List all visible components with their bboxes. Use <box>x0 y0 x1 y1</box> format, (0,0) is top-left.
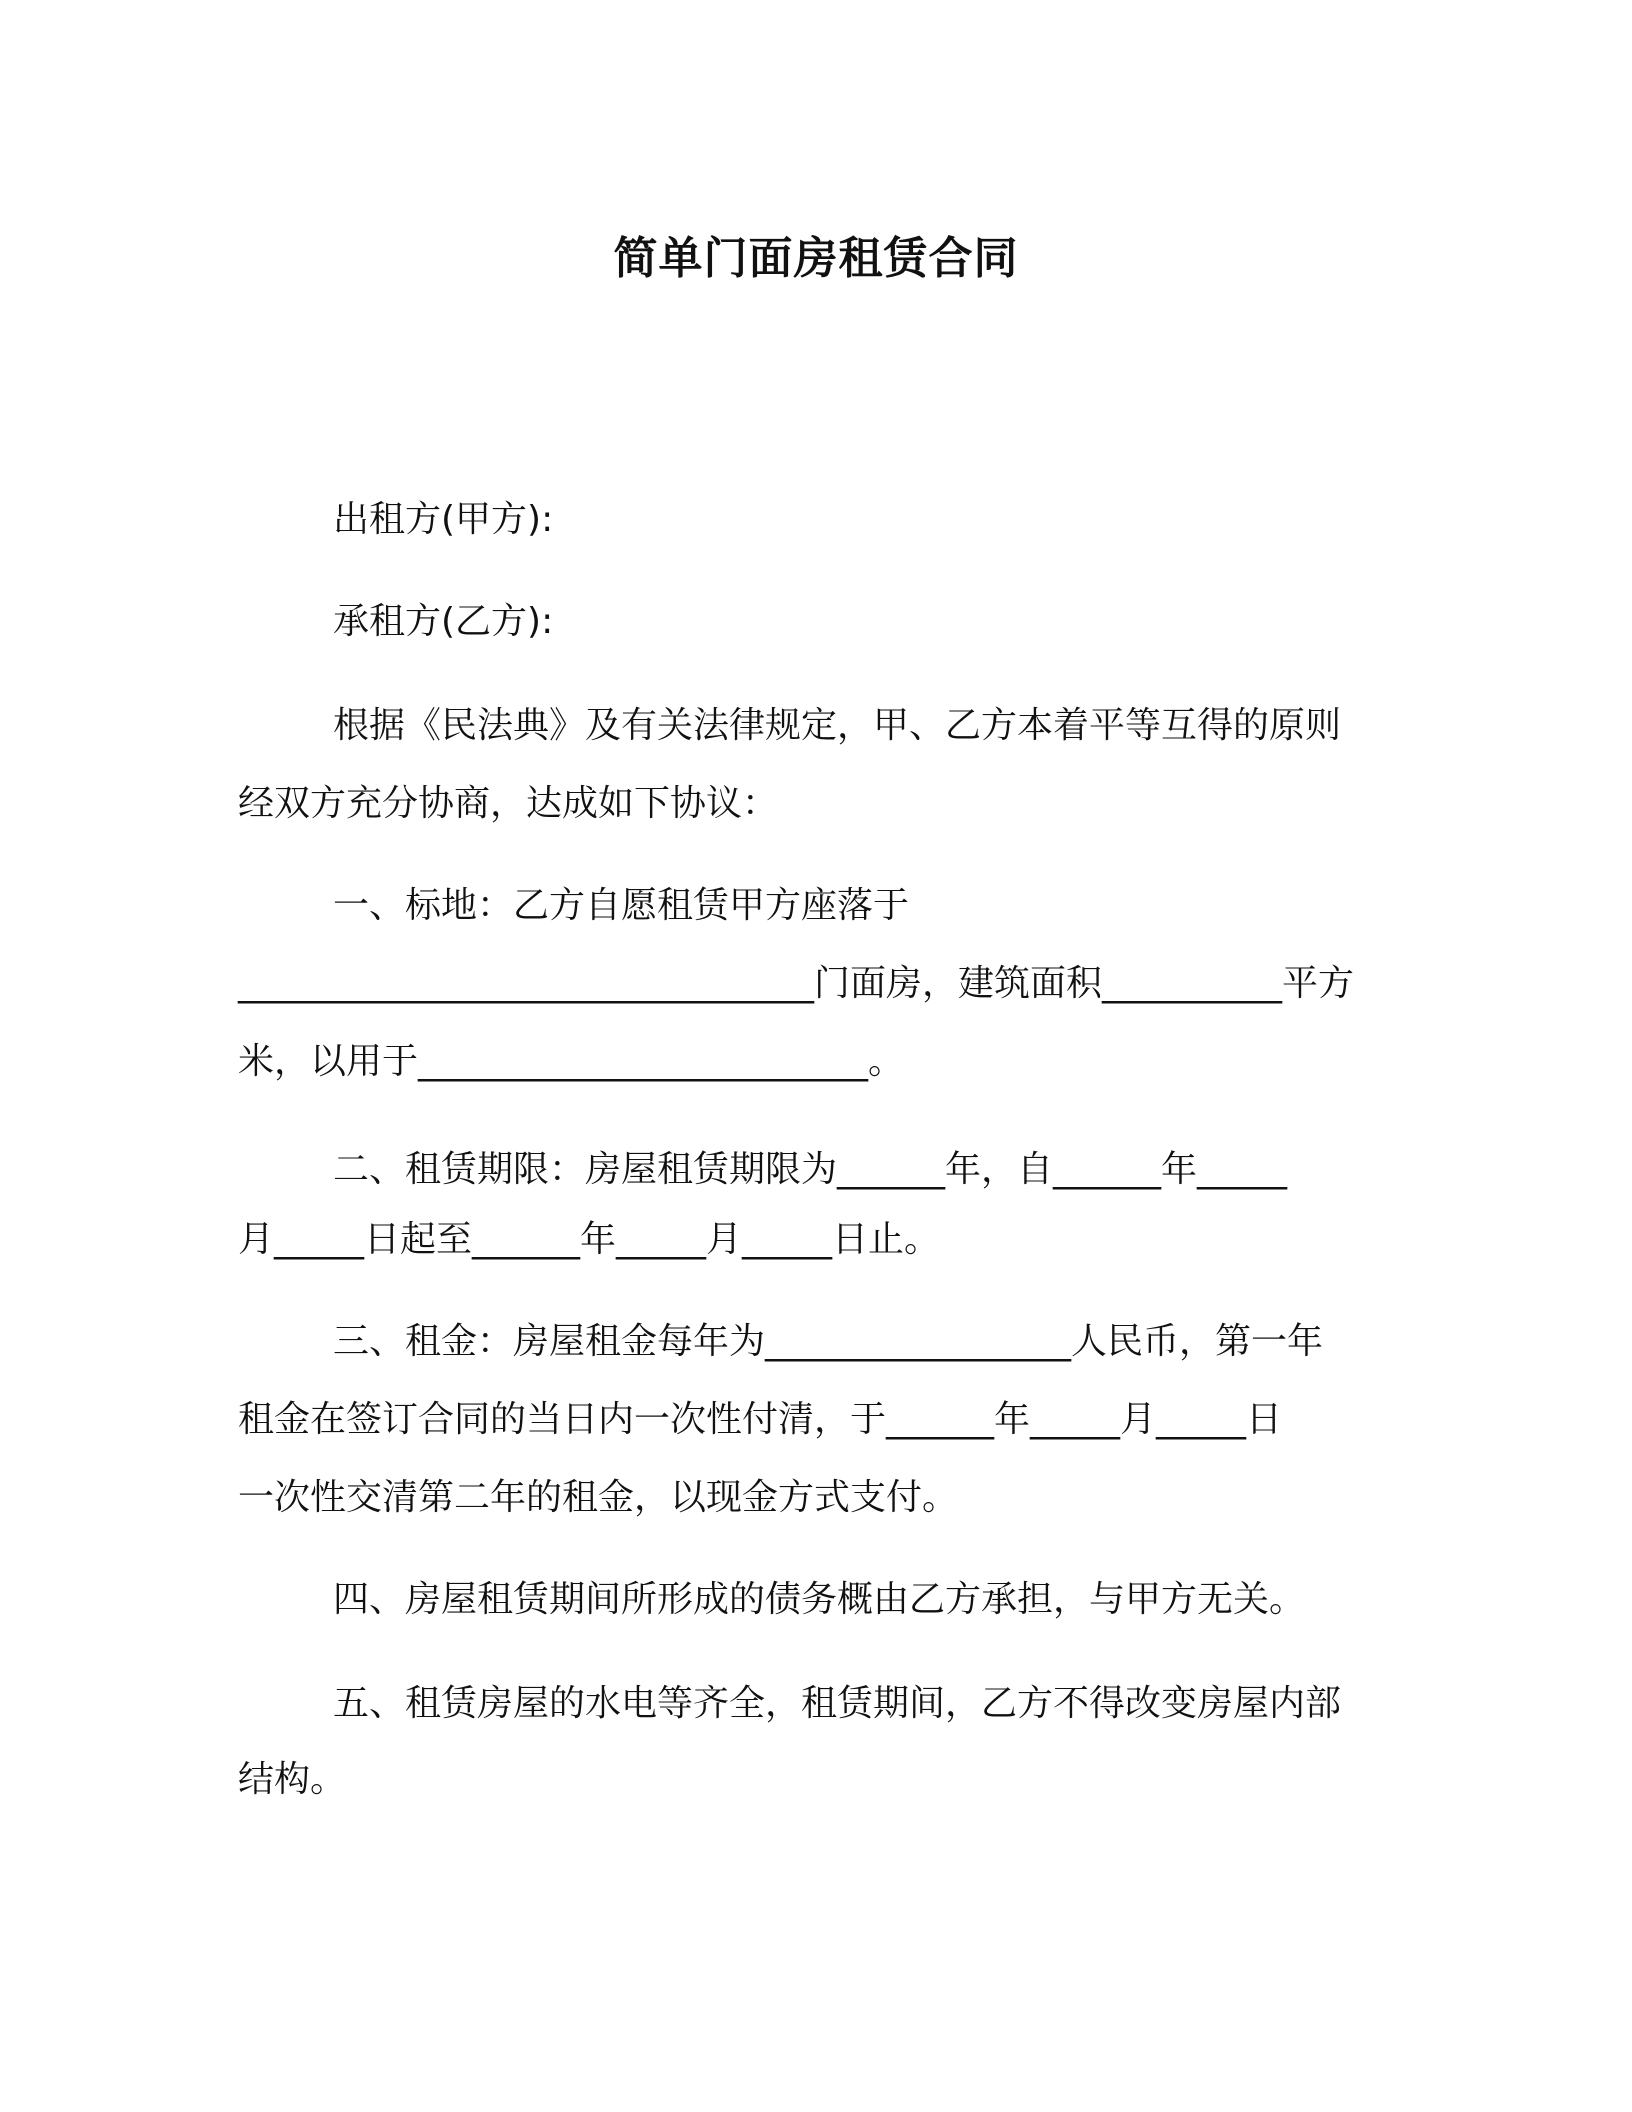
clause1-line-3: 米，以用于_________________________。 <box>238 1041 905 1082</box>
clause1-line-1: 一、标地：乙方自愿租赁甲方座落于 <box>333 885 910 926</box>
clause2-line-1: 二、租赁期限：房屋租赁期限为______年，自______年_____ <box>333 1149 1288 1190</box>
clause3-line-3: 一次性交清第二年的租金，以现金方式支付。 <box>238 1477 959 1518</box>
clause4-line-1: 四、房屋租赁期间所形成的债务概由乙方承担，与甲方无关。 <box>333 1579 1306 1620</box>
preamble-line-2: 经双方充分协商，达成如下协议： <box>238 783 779 824</box>
lessor-line: 出租方(甲方): <box>333 499 554 540</box>
lessee-line: 承租方(乙方): <box>333 601 554 642</box>
clause1-line-2: ________________________________门面房，建筑面积__________平方 <box>238 963 1355 1004</box>
clause3-line-2: 租金在签订合同的当日内一次性付清，于______年_____月_____日 <box>238 1399 1283 1440</box>
preamble-line-1: 根据《民法典》及有关法律规定，甲、乙方本着平等互得的原则 <box>333 705 1342 746</box>
clause3-line-1: 三、租金：房屋租金每年为_________________人民币，第一年 <box>333 1321 1324 1362</box>
clause5-line-1: 五、租赁房屋的水电等齐全，租赁期间，乙方不得改变房屋内部 <box>333 1683 1342 1724</box>
clause5-line-2: 结构。 <box>238 1759 347 1800</box>
clause2-line-2: 月_____日起至______年_____月_____日止。 <box>238 1219 941 1260</box>
document-title: 简单门面房租赁合同 <box>613 233 1019 284</box>
